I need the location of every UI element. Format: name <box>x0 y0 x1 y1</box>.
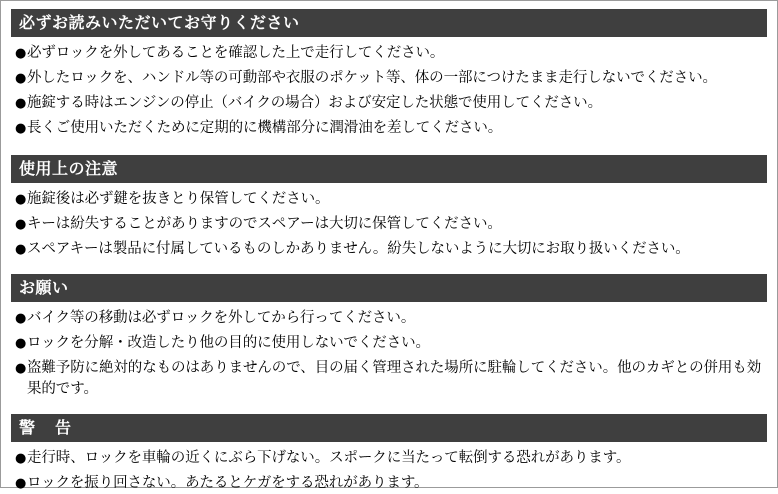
list-item <box>15 43 765 64</box>
section-spacer <box>11 143 767 155</box>
section-must-read <box>11 9 767 139</box>
section-items-warning <box>11 448 767 494</box>
list-item <box>15 118 765 139</box>
bullet-icon: ● <box>15 217 27 232</box>
bullet-icon: ● <box>15 311 27 326</box>
list-item <box>15 189 765 210</box>
list-item <box>15 214 765 235</box>
list-item-text: 施錠後は必ず鍵を抜きとり保管してください。 <box>27 191 330 207</box>
list-item <box>15 333 765 354</box>
bullet-icon: ● <box>15 71 27 86</box>
list-item <box>15 473 765 494</box>
section-request <box>11 274 767 400</box>
list-item-text: 長くご使用いただくために定期的に機構部分に潤滑油を差してください。 <box>27 120 503 136</box>
list-item-text: 走行時、ロックを車輪の近くにぶら下げない。スポークに当たって転倒する恐れがあります。 <box>27 450 631 466</box>
list-item <box>15 239 765 260</box>
list-item-text: 必ずロックを外してあることを確認した上で走行してください。 <box>27 45 445 61</box>
list-item <box>15 448 765 469</box>
list-item-text: 外したロックを、ハンドル等の可動部や衣服のポケット等、体の一部につけたまま走行しないでください。 <box>27 70 717 86</box>
section-warning <box>11 414 767 494</box>
list-item-text: キーは紛失することがありますのでスペアーは大切に保管してください。 <box>27 216 502 232</box>
section-spacer <box>11 404 767 414</box>
section-title-request: お願い <box>11 274 767 302</box>
section-usage-notes <box>11 155 767 260</box>
list-item-text: バイク等の移動は必ずロックを外してから行ってください。 <box>27 310 416 326</box>
list-item <box>15 308 765 329</box>
list-item-text: 盗難予防に絶対的なものはありませんので、目の届く管理された場所に駐輪してください。他のカギとの併用も効果的です。 <box>27 360 762 397</box>
list-item-text: ロックを振り回さない。あたるとケガをする恐れがあります。 <box>27 475 429 491</box>
bullet-icon: ● <box>15 242 27 257</box>
list-item <box>15 93 765 114</box>
list-item-text: 施錠する時はエンジンの停止（バイクの場合）および安定した状態で使用してください。 <box>27 95 602 111</box>
section-items-usage-notes <box>11 189 767 260</box>
list-item <box>15 358 765 400</box>
section-title-warning: 警 告 <box>11 414 767 442</box>
section-title-usage-notes: 使用上の注意 <box>11 155 767 183</box>
bullet-icon: ● <box>15 96 27 111</box>
bullet-icon: ● <box>15 451 27 466</box>
list-item <box>15 68 765 89</box>
bullet-icon: ● <box>15 336 27 351</box>
bullet-icon: ● <box>15 476 27 491</box>
list-item-text: スペアキーは製品に付属しているものしかありません。紛失しないように大切にお取り扱いください。 <box>27 241 690 257</box>
section-items-request <box>11 308 767 400</box>
bullet-icon: ● <box>15 192 27 207</box>
bullet-icon: ● <box>15 361 27 376</box>
section-spacer <box>11 264 767 274</box>
bullet-icon: ● <box>15 121 27 136</box>
list-item-text: ロックを分解・改造したり他の目的に使用しないでください。 <box>27 335 430 351</box>
section-items-must-read <box>11 43 767 139</box>
bullet-icon: ● <box>15 46 27 61</box>
sheet-content <box>1 1 777 494</box>
section-title-must-read: 必ずお読みいただいてお守りください <box>11 9 767 37</box>
